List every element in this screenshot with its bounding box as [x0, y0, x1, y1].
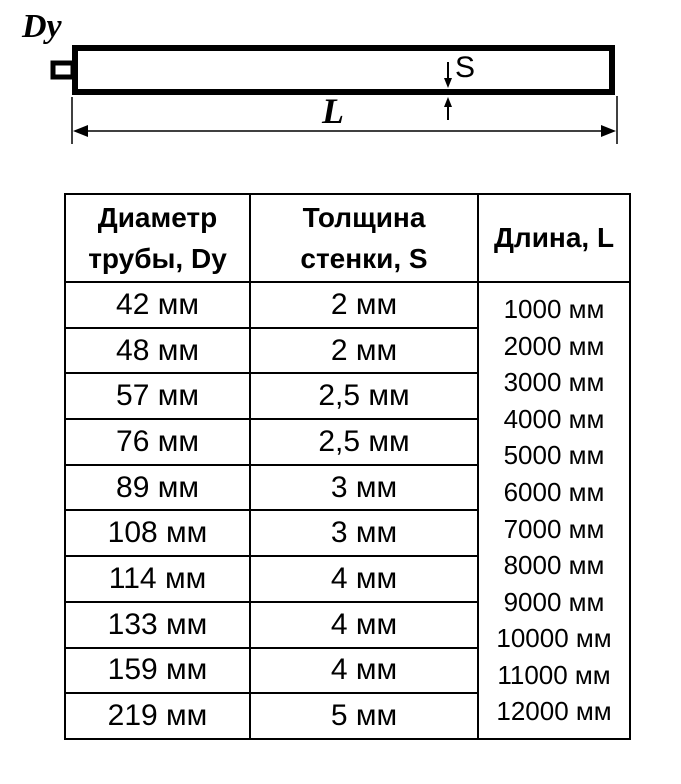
length-item: 5000 мм — [503, 440, 605, 471]
diameter-cell: 57 мм — [65, 373, 250, 419]
thickness-arrow-up-head — [444, 97, 452, 107]
thickness-cell: 2 мм — [250, 328, 478, 374]
header-thickness-line1: Толщина — [302, 202, 426, 233]
header-diameter-line1: Диаметр — [97, 202, 218, 233]
length-item: 4000 мм — [503, 403, 605, 434]
header-diameter — [65, 194, 250, 282]
thickness-cell: 3 мм — [250, 510, 478, 556]
header-row — [65, 194, 630, 282]
lengths-list — [479, 283, 629, 738]
thickness-cell: 2,5 мм — [250, 419, 478, 465]
thickness-cell: 3 мм — [250, 465, 478, 511]
thickness-cell: 2,5 мм — [250, 373, 478, 419]
header-thickness-line2: стенки, S — [300, 243, 428, 274]
length-item: 12000 мм — [496, 696, 612, 727]
diameter-cell: 219 мм — [65, 693, 250, 739]
diameter-cell: 133 мм — [65, 602, 250, 648]
length-label: L — [322, 91, 344, 131]
diameter-cell: 159 мм — [65, 648, 250, 694]
length-item: 8000 мм — [503, 550, 605, 581]
lengths-cell — [478, 282, 630, 739]
header-diameter-line2: трубы, Dy — [88, 243, 227, 274]
diameter-cell: 42 мм — [65, 282, 250, 328]
pipe-body-outline — [75, 48, 612, 92]
length-item: 7000 мм — [503, 513, 605, 544]
pipe-diagram — [0, 0, 681, 150]
thickness-cell: 5 мм — [250, 693, 478, 739]
diameter-label: Dy — [22, 8, 62, 45]
thickness-cell: 4 мм — [250, 602, 478, 648]
length-item: 9000 мм — [503, 586, 605, 617]
diameter-cell: 114 мм — [65, 556, 250, 602]
length-item: 6000 мм — [503, 476, 605, 507]
length-item: 3000 мм — [503, 367, 605, 398]
pipe-size-table — [64, 193, 631, 740]
thickness-cell: 2 мм — [250, 282, 478, 328]
pipe-socket — [53, 63, 73, 77]
header-length: Длина, L — [478, 194, 630, 282]
thickness-cell: 4 мм — [250, 556, 478, 602]
length-item: 11000 мм — [497, 659, 611, 690]
table-row — [65, 282, 630, 328]
length-arrowhead-left — [73, 125, 88, 137]
diameter-cell: 108 мм — [65, 510, 250, 556]
diameter-cell: 48 мм — [65, 328, 250, 374]
length-item: 10000 мм — [496, 623, 612, 654]
diameter-cell: 89 мм — [65, 465, 250, 511]
diameter-cell: 76 мм — [65, 419, 250, 465]
length-item: 1000 мм — [503, 293, 605, 324]
length-arrowhead-right — [601, 125, 616, 137]
length-item: 2000 мм — [503, 330, 605, 361]
thickness-cell: 4 мм — [250, 648, 478, 694]
wall-thickness-label: S — [455, 51, 476, 84]
header-thickness — [250, 194, 478, 282]
